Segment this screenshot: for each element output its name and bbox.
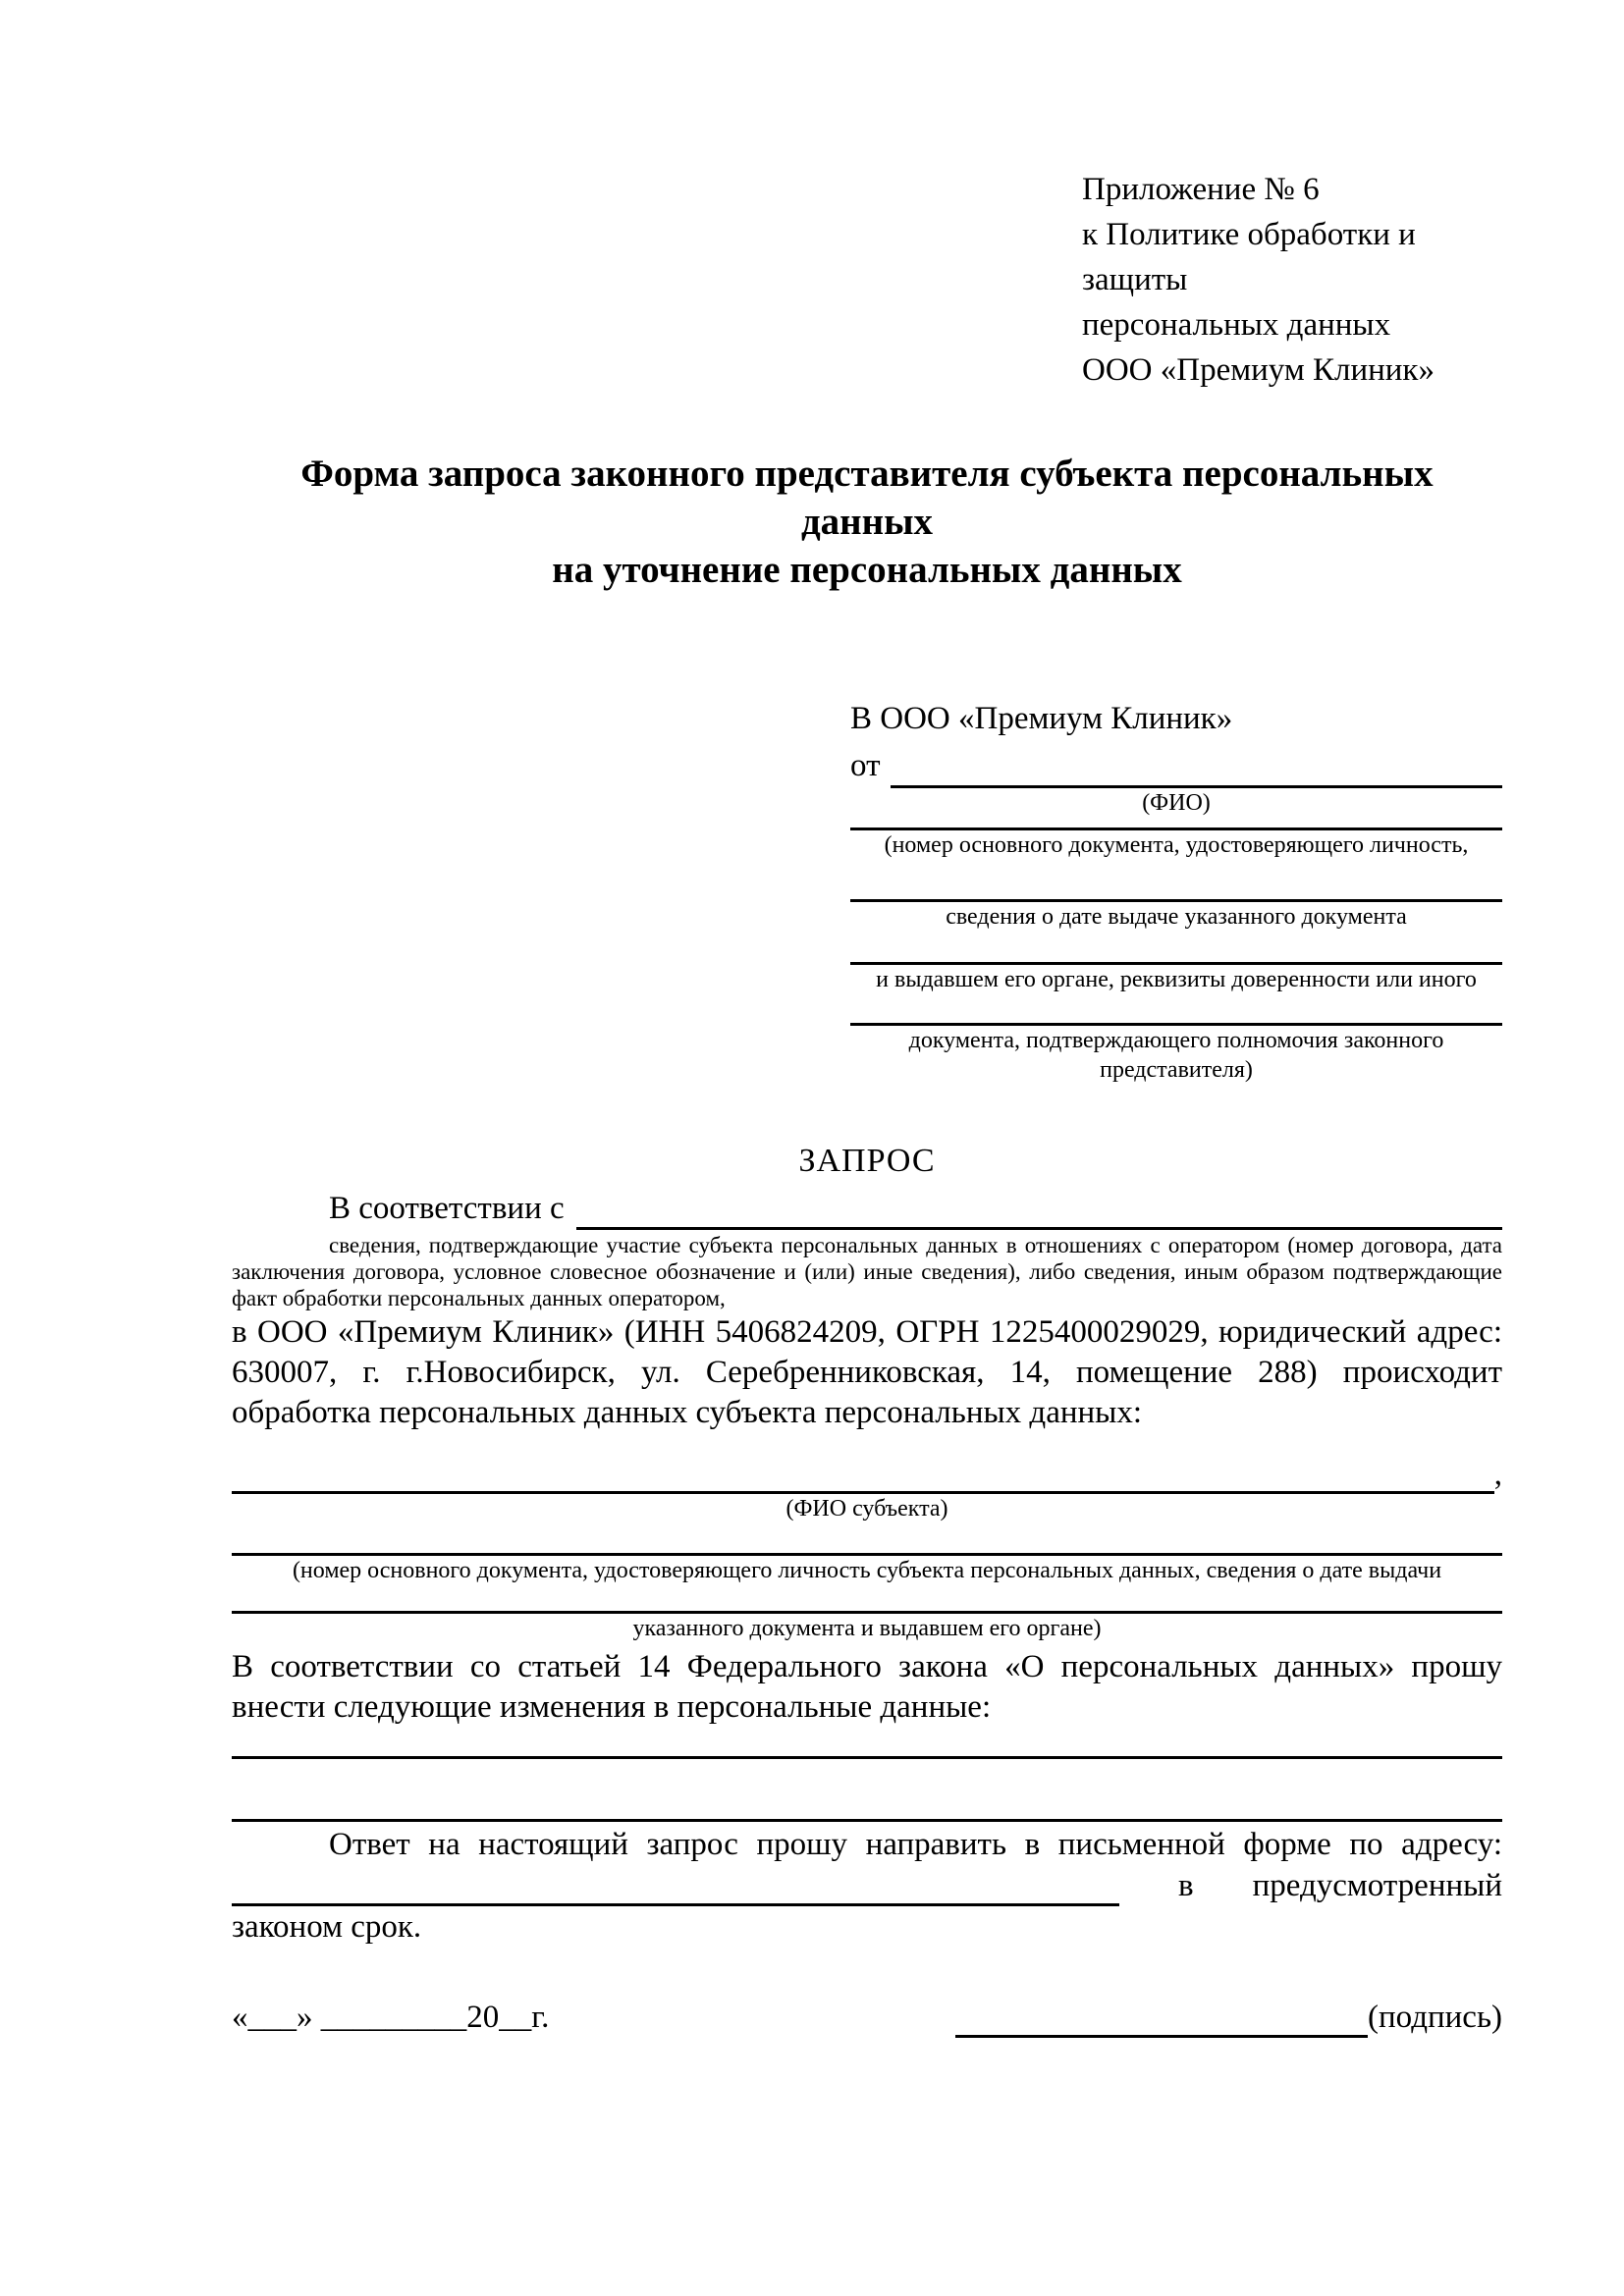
accordance-label: В соответствии с [329, 1191, 565, 1226]
operator-paragraph: в ООО «Премиум Клиник» (ИНН 5406824209, ОГРН 1225400029029, юридический адрес: 630007, г. г.Новосибирск, ул. Серебренниковская, 14, помещение 288) происходит обработка персональных данных субъекта персональных данных: [232, 1314, 1502, 1430]
fill-in-line-changes-2 [232, 1816, 1502, 1822]
date-line: «___» _________20__г. [232, 2000, 550, 2035]
caption-document-number: (номер основного документа, удостоверяющего личность, [884, 832, 1469, 858]
caption-issuing-authority: и выдавшем его органе, реквизиты доверенности или иного [876, 967, 1477, 992]
fill-in-line-address [232, 1870, 1119, 1906]
accordance-row [232, 1187, 1502, 1230]
from-label: от [850, 748, 881, 783]
request-heading: ЗАПРОС [798, 1143, 936, 1179]
fill-in-line-changes-1 [232, 1753, 1502, 1759]
fill-in-line-issuing-authority [850, 932, 1502, 965]
signature-area [955, 1997, 1502, 2038]
answer-address-row [232, 1865, 1502, 1906]
caption-power-of-attorney: документа, подтверждающего полномочия законного представителя) [908, 1028, 1444, 1083]
fill-in-line-power-of-attorney [850, 994, 1502, 1026]
answer-paragraph-line3: законом срок. [232, 1909, 422, 1945]
law-paragraph: В соответствии со статьей 14 Федерального закона «О персональных данных» прошу внести следующие изменения в персональные данные: [232, 1649, 1502, 1725]
appendix-line: Приложение № 6 [1082, 172, 1320, 207]
appendix-line: персональных данных [1082, 307, 1391, 343]
fill-in-line-fio [891, 748, 1503, 788]
caption-signature: (подпись) [1368, 2000, 1502, 2035]
caption-subject-fio: (ФИО субъекта) [785, 1496, 948, 1522]
addressee-block [850, 696, 1502, 1085]
fill-in-line-accordance [576, 1192, 1502, 1230]
from-row [850, 743, 1502, 788]
appendix-line: ООО «Премиум Клиник» [1082, 352, 1435, 388]
date-signature-row [232, 1997, 1502, 2038]
document-title-line2: на уточнение персональных данных [552, 549, 1182, 591]
fill-in-line-issue-date [850, 860, 1502, 902]
answer-paragraph-line1: Ответ на настоящий запрос прошу направить в письменной форме по адресу: [329, 1827, 1502, 1862]
caption-fio: (ФИО) [1142, 790, 1211, 816]
trailing-comma: , [1493, 1457, 1502, 1492]
document-title-line1: Форма запроса законного представителя субъекта персональных данных [300, 453, 1434, 543]
fill-in-line-document-number [850, 818, 1502, 830]
caption-subject-document-2: указанного документа и выдавшем его органе) [632, 1616, 1102, 1641]
document-title [232, 450, 1502, 594]
answer-word-v: в [1178, 1868, 1194, 1903]
appendix-line: к Политике обработки и защиты [1082, 217, 1416, 297]
fill-in-line-signature [955, 2002, 1368, 2038]
fill-in-line-subject-fio [232, 1458, 1494, 1494]
caption-issue-date: сведения о дате выдаче указанного документа [946, 904, 1407, 930]
appendix-note [1082, 167, 1502, 393]
caption-subject-document-1: (номер основного документа, удостоверяющего личность субъекта персональных данных, сведения о дате выдачи [292, 1558, 1442, 1583]
answer-word-predusmotrennyj: предусмотренный [1252, 1868, 1502, 1903]
subject-fio-row [232, 1455, 1502, 1494]
addressee-organization: В ООО «Премиум Клиник» [850, 701, 1233, 736]
fine-print-note: сведения, подтверждающие участие субъекта персональных данных в отношениях с оператором (номер договора, дата заключения договора, условное словесное обозначение и (или) иные сведения), либо сведения, иным образом подтверждающие факт обработки персональных данных оператором, [232, 1233, 1502, 1310]
